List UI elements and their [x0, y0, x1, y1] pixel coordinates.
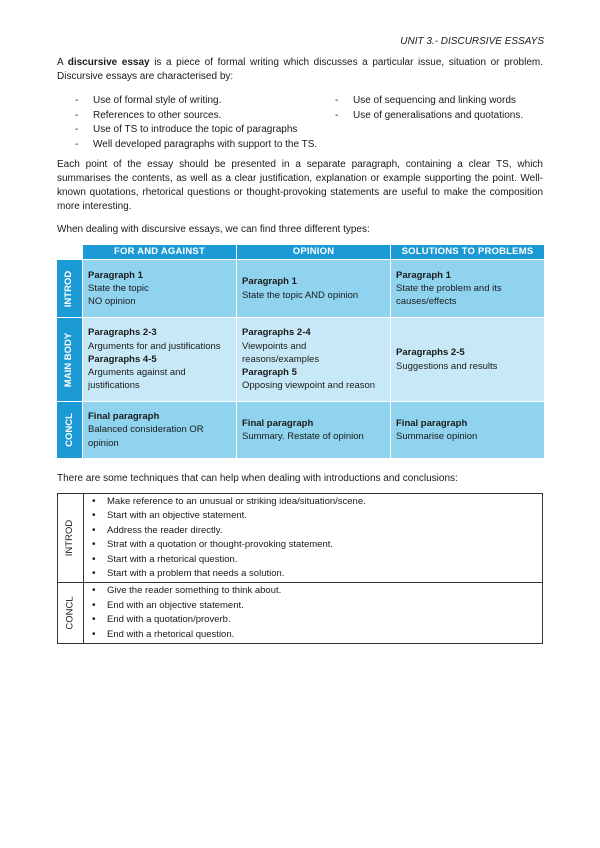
intro-prefix: A — [57, 57, 68, 68]
table-corner — [57, 245, 82, 259]
body-paragraph-types: When dealing with discursive essays, we can find three different types: — [57, 224, 370, 235]
feature-item: - Use of generalisations and quotations. — [335, 109, 523, 124]
cell-main-solutions: Paragraphs 2-5 Suggestions and results — [391, 318, 544, 401]
column-header-for-against: FOR AND AGAINST — [83, 245, 236, 259]
feature-item: - References to other sources. — [75, 109, 335, 124]
row-label-concl: CONCL — [57, 402, 82, 458]
technique-item: • End with an objective statement. — [84, 599, 542, 613]
feature-item: - Use of sequencing and linking words — [335, 94, 523, 109]
feature-item: - Well developed paragraphs with support to the TS. — [75, 138, 335, 153]
technique-item: • Give the reader something to think about. — [84, 584, 542, 598]
cell-main-for-against: Paragraphs 2-3 Arguments for and justifications Paragraphs 4-5 Arguments against and justifications — [83, 318, 236, 401]
technique-item: • Strat with a quotation or thought-provoking statement. — [84, 538, 542, 552]
body-paragraph-structure: Each point of the essay should be presented in a separate paragraph, containing a clear TS, which summarises the contents, as well as a clear justification, explanation or example supporting the point. Well-known quotations, rhetorical questions or thought-provoking statements are useful to make the composition more interesting. — [57, 159, 543, 212]
technique-item: • Start with an objective statement. — [84, 509, 542, 523]
cell-concl-opinion: Final paragraph Summary. Restate of opinion — [237, 402, 390, 458]
feature-item: - Use of formal style of writing. — [75, 94, 335, 109]
techniques-label-concl: CONCL — [58, 582, 84, 643]
row-label-main-body: MAIN BODY — [57, 318, 82, 401]
essay-types-table — [57, 245, 543, 458]
technique-item: • Make reference to an unusual or striking idea/situation/scene. — [84, 495, 542, 509]
technique-item: • Start with a problem that needs a solution. — [84, 567, 542, 581]
cell-introd-for-against: Paragraph 1 State the topic NO opinion — [83, 260, 236, 317]
technique-item: • Start with a rhetorical question. — [84, 553, 542, 567]
feature-item: - Use of TS to introduce the topic of paragraphs — [75, 123, 335, 138]
column-header-opinion: OPINION — [237, 245, 390, 259]
feature-list-right — [335, 94, 523, 152]
body-paragraph-techniques: There are some techniques that can help when dealing with introductions and conclusions: — [57, 473, 458, 484]
cell-introd-solutions: Paragraph 1 State the problem and its causes/effects — [391, 260, 544, 317]
technique-item: • End with a quotation/proverb. — [84, 613, 542, 627]
page-content — [57, 56, 543, 644]
technique-item: • End with a rhetorical question. — [84, 628, 542, 642]
techniques-introd-list — [84, 494, 542, 582]
intro-rest: is a piece of formal writing which discusses a particular issue, situation or problem. Discursive essays are characterised by: — [57, 57, 544, 82]
technique-item: • Address the reader directly. — [84, 524, 542, 538]
techniques-concl-list — [84, 582, 542, 643]
intro-term: discursive essay — [67, 57, 150, 68]
row-label-introd: INTROD — [57, 260, 82, 317]
intro-paragraph — [57, 56, 543, 84]
feature-list — [75, 94, 543, 152]
cell-concl-solutions: Final paragraph Summarise opinion — [391, 402, 544, 458]
techniques-label-introd: INTROD — [58, 494, 84, 582]
column-header-solutions: SOLUTIONS TO PROBLEMS — [391, 245, 544, 259]
cell-main-opinion: Paragraphs 2-4 Viewpoints and reasons/examples Paragraph 5 Opposing viewpoint and reason — [237, 318, 390, 401]
feature-list-left — [75, 94, 335, 152]
unit-header: UNIT 3.- DISCURSIVE ESSAYS — [400, 36, 544, 47]
cell-introd-opinion: Paragraph 1 State the topic AND opinion — [237, 260, 390, 317]
cell-concl-for-against: Final paragraph Balanced consideration OR opinion — [83, 402, 236, 458]
techniques-table — [57, 493, 543, 644]
